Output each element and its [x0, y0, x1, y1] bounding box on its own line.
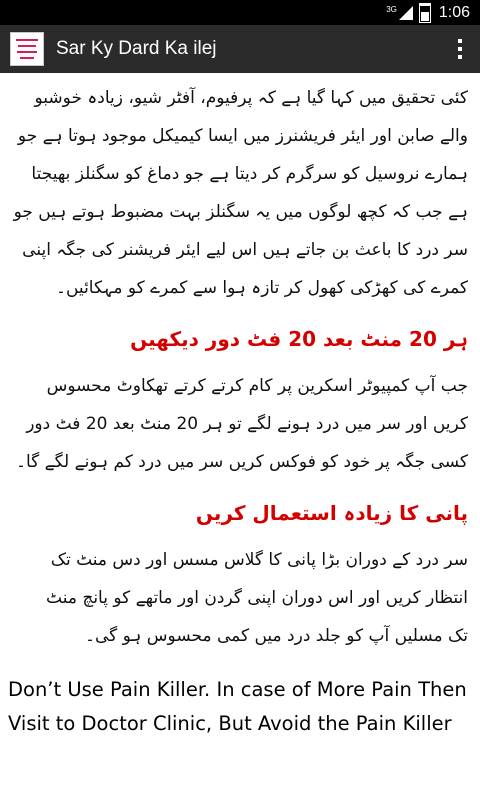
- network-type: 3G: [386, 4, 397, 14]
- battery-icon: [419, 3, 431, 23]
- paragraph-perfume: کئی تحقیق میں کہا گیا ہے کہ پرفیوم، آفٹر شیو، زیادہ خوشبو والے صابن اور ایئر فریشنرز میں ایسا کیمیکل موجود ہوتا ہے جو ہمارے نروسیل کو سرگرم کر دیتا ہے جو دماغ کو سگنلز بھیجتا ہے جب کہ کچھ لوگوں میں یہ سگنلز بہت مضبوط ہوتے ہیں جو سر درد کا باعث بن جاتے ہیں اس لیے ایئر فریشنر کی جگہ اپنی کمرے کی کھڑکی کھول کر تازہ ہوا سے کمرے کو مہکائیں۔: [13, 88, 468, 298]
- heading-drink-water: پانی کا زیادہ استعمال کریں: [195, 501, 468, 525]
- overflow-menu-icon[interactable]: [458, 39, 462, 59]
- article-content[interactable]: [0, 73, 480, 800]
- action-bar: [0, 25, 480, 73]
- status-bar: [0, 0, 480, 25]
- paragraph-water: سر درد کے دوران بڑا پانی کا گلاس مسس اور دس منٹ تک انتظار کریں اور اس دوران اپنی گردن اور ماتھے کو پانچ منٹ: [46, 550, 468, 608]
- english-advice: Don’t Use Pain Killer. In case of More Pain Then Visit to Doctor Clinic, But Avoid the Pain Killer: [8, 678, 467, 735]
- paragraph-screen-break: جب آپ کمپیوٹر اسکرین پر کام کرتے کرتے تھکاوٹ محسوس کریں اور سر میں درد ہونے لگے تو ہر 20 منٹ بعد 20 فٹ دور کسی جگہ پر خود کو فوکس کریں سر میں درد کم ہونے لگے گا۔: [16, 376, 468, 472]
- app-logo-icon[interactable]: [10, 32, 44, 66]
- clock: 1:06: [438, 3, 470, 21]
- paragraph-massage: تک مسلیں آپ کو جلد درد میں کمی محسوس ہو گی۔: [85, 626, 468, 646]
- heading-20-minutes: ہر 20 منٹ بعد 20 فٹ دور دیکھیں: [130, 327, 468, 351]
- app-title: Sar Ky Dard Ka ilej: [56, 38, 217, 59]
- signal-icon: [386, 6, 413, 20]
